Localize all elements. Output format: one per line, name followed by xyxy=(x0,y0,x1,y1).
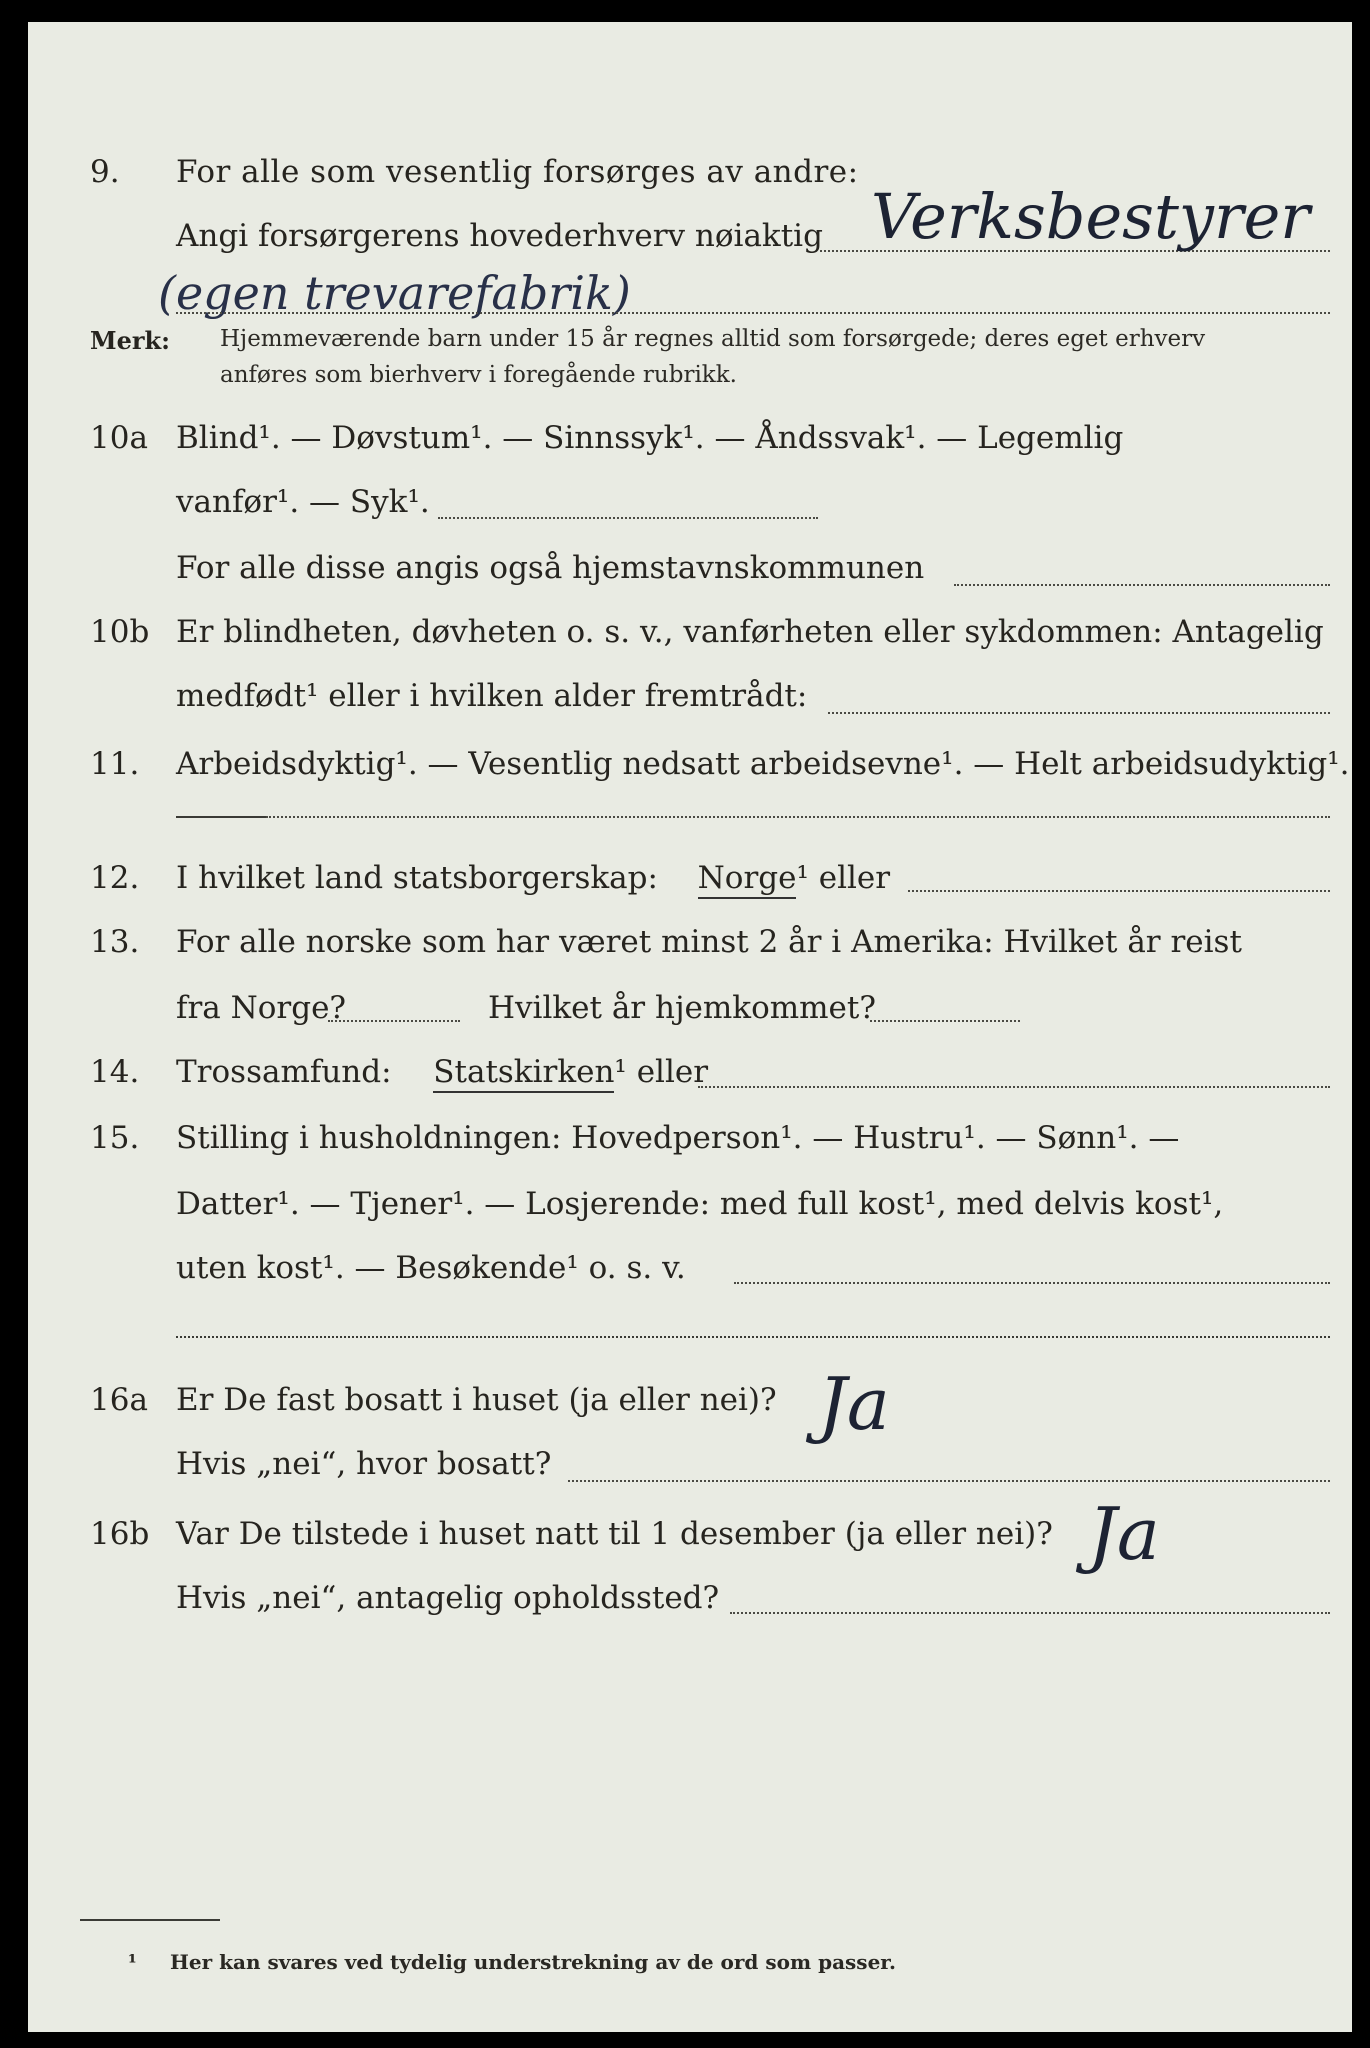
item-number: 16b xyxy=(90,1516,150,1552)
item-16b-line-1: Var De tilstede i huset natt til 1 desember (ja eller nei)? xyxy=(176,1516,1053,1552)
item-16a-line-2: Hvis „nei“, hvor bosatt? xyxy=(176,1446,552,1482)
handwritten-ja: Ja xyxy=(818,1362,890,1446)
item-number: 13. xyxy=(90,924,140,960)
item-15-line-1: Stilling i husholdningen: Hovedperson¹. — Hustru¹. — Sønn¹. — xyxy=(176,1120,1180,1156)
handwritten-answer: Verksbestyrer xyxy=(871,180,1310,253)
item-13-line-1: For alle norske som har været minst 2 år i Amerika: Hvilket år reist xyxy=(176,924,1242,960)
item-15-line-3: uten kost¹. — Besøkende¹ o. s. v. xyxy=(176,1250,686,1286)
answer-line xyxy=(828,712,1330,714)
item-number: 9. xyxy=(90,154,120,190)
item-10a-line-2: vanfør¹. — Syk¹. xyxy=(176,484,430,520)
item-10b-line-2: medfødt¹ eller i hvilken alder fremtrådt: xyxy=(176,678,808,714)
underlined-statskirken: Statskirken xyxy=(433,1054,614,1093)
answer-line xyxy=(176,312,1330,314)
item-number: 16a xyxy=(90,1382,148,1418)
item-11-line-1: Arbeidsdyktig¹. — Vesentlig nedsatt arbeidsevne¹. — Helt arbeidsudyktig¹. xyxy=(176,746,1350,782)
answer-line xyxy=(698,1086,1330,1088)
answer-line xyxy=(908,890,1330,892)
item-14-suffix: ¹ eller xyxy=(614,1054,709,1090)
answer-line xyxy=(328,1020,460,1022)
item-9-question: For alle som vesentlig forsørges av andre: xyxy=(176,154,859,190)
footnote-mark: ¹ xyxy=(128,1950,137,1974)
item-12-question: I hvilket land statsborgerskap: xyxy=(176,860,658,896)
item-10b-line-1: Er blindheten, døvheten o. s. v., vanførheten eller sykdommen: Antagelig xyxy=(176,614,1324,650)
merk-label: Merk: xyxy=(90,326,170,355)
item-12-suffix: ¹ eller xyxy=(796,860,891,896)
answer-line xyxy=(870,1020,1020,1022)
item-10a-line-3: For alle disse angis også hjemstavnskommunen xyxy=(176,550,925,586)
answer-line xyxy=(734,1282,1330,1284)
item-9-question-2: Angi forsørgerens hovederhverv nøiaktig xyxy=(176,218,823,254)
merk-text-1: Hjemmeværende barn under 15 år regnes alltid som forsørgede; deres eget erhverv xyxy=(220,326,1206,352)
merk-text-2: anføres som bierhverv i foregående rubrikk. xyxy=(220,362,737,388)
item-number: 14. xyxy=(90,1054,140,1090)
item-number: 15. xyxy=(90,1120,140,1156)
item-16a-line-1: Er De fast bosatt i huset (ja eller nei)? xyxy=(176,1382,777,1418)
item-14-question: Trossamfund: xyxy=(176,1054,392,1090)
answer-line xyxy=(438,517,818,519)
footnote-text: Her kan svares ved tydelig understrekning av de ord som passer. xyxy=(170,1950,896,1974)
answer-line xyxy=(176,1336,1330,1338)
answer-line xyxy=(568,1480,1330,1482)
item-number: 10b xyxy=(90,614,150,650)
handwritten-answer-2: (egen trevarefabrik) xyxy=(158,266,631,320)
answer-line xyxy=(730,1612,1330,1614)
underlined-norge: Norge xyxy=(698,860,797,899)
item-number: 10a xyxy=(90,420,148,456)
handwritten-ja: Ja xyxy=(1088,1492,1160,1576)
item-13-line-2b: Hvilket år hjemkommet? xyxy=(488,990,876,1026)
answer-line xyxy=(954,584,1330,586)
item-number: 12. xyxy=(90,860,140,896)
answer-line xyxy=(266,816,1330,818)
item-10a-line-1: Blind¹. — Døvstum¹. — Sinnssyk¹. — Åndssvak¹. — Legemlig xyxy=(176,420,1124,456)
answer-line xyxy=(176,816,266,818)
item-13-line-2a: fra Norge? xyxy=(176,990,347,1026)
item-number: 11. xyxy=(90,746,140,782)
item-15-line-2: Datter¹. — Tjener¹. — Losjerende: med full kost¹, med delvis kost¹, xyxy=(176,1186,1224,1222)
item-16b-line-2: Hvis „nei“, antagelig opholdssted? xyxy=(176,1580,720,1616)
footnote-rule xyxy=(80,1919,220,1921)
census-form-page xyxy=(28,22,1352,2032)
